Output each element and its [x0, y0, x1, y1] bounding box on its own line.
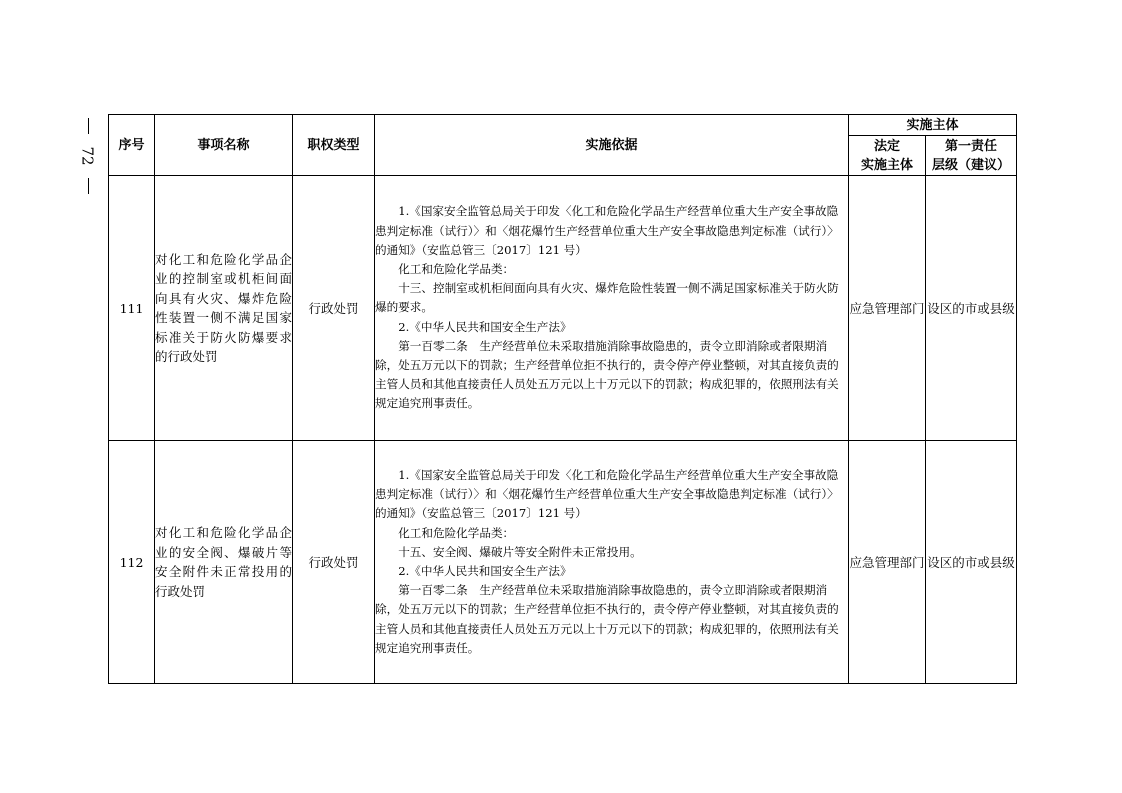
row-number: 112: [109, 441, 155, 684]
item-name: 对化工和危险化学品企业的控制室或机柜间面向具有火灾、爆炸危险性装置一侧不满足国家标准关于防火防爆要求的行政处罚: [155, 176, 293, 441]
legal-subject: 应急管理部门: [849, 441, 926, 684]
row-number: 111: [109, 176, 155, 441]
basis-paragraph: 1.《国家安全监管总局关于印发〈化工和危险化学品生产经营单位重大生产安全事故隐患判定标准（试行）〉和〈烟花爆竹生产经营单位重大生产安全事故隐患判定标准（试行）〉的通知》（安监总管三〔2017〕121 号）: [375, 467, 839, 521]
basis-paragraph: 第一百零二条 生产经营单位未采取措施消除事故隐患的，责令立即消除或者限期消除，处五万元以下的罚款；生产经营单位拒不执行的，责令停产停业整顿，对其直接负责的主管人员和其他直接责任人员处五万元以上十万元以下的罚款；构成犯罪的，依照刑法有关规定追究刑事责任。: [375, 338, 839, 411]
authority-table: [108, 114, 1017, 684]
basis-paragraph: 1.《国家安全监管总局关于印发〈化工和危险化学品生产经营单位重大生产安全事故隐患判定标准（试行）〉和〈烟花爆竹生产经营单位重大生产安全事故隐患判定标准（试行）〉的通知》（安监总管三〔2017〕121 号）: [375, 204, 839, 257]
page-number-value: 72: [79, 146, 97, 166]
item-name: 对化工和危险化学品企业的安全阀、爆破片等安全附件未正常投用的行政处罚: [155, 441, 293, 684]
authority-type: 行政处罚: [293, 176, 375, 441]
implementation-basis: [375, 441, 849, 684]
header-subject-group: 实施主体: [849, 115, 1017, 136]
page-number-dash-bottom: [88, 178, 89, 194]
basis-paragraph: 化工和危险化学品类：: [398, 261, 515, 276]
implementation-basis: [375, 176, 849, 441]
basis-paragraph: 化工和危险化学品类：: [398, 525, 515, 540]
legal-subject: 应急管理部门: [849, 176, 926, 441]
header-type: 职权类型: [293, 115, 375, 176]
basis-paragraph: 十三、控制室或机柜间面向具有火灾、爆炸危险性装置一侧不满足国家标准关于防火防爆的要求。: [375, 281, 839, 315]
table-body: [109, 176, 1017, 684]
header-basis: 实施依据: [375, 115, 849, 176]
page-number-dash-top: [88, 118, 89, 134]
header-name: 事项名称: [155, 115, 293, 176]
header-responsibility-level: 第一责任 层级（建议）: [926, 136, 1017, 176]
header-legal-subject: 法定 实施主体: [849, 136, 926, 176]
authority-type: 行政处罚: [293, 441, 375, 684]
table-row: [109, 441, 1017, 684]
table-row: [109, 176, 1017, 441]
page-number: [74, 118, 102, 210]
basis-paragraph: 2.《中华人民共和国安全生产法》: [398, 319, 572, 334]
basis-paragraph: 第一百零二条 生产经营单位未采取措施消除事故隐患的，责令立即消除或者限期消除，处五万元以下的罚款；生产经营单位拒不执行的，责令停产停业整顿，对其直接负责的主管人员和其他直接责任人员处五万元以上十万元以下的罚款；构成犯罪的，依照刑法有关规定追究刑事责任。: [375, 583, 839, 655]
responsibility-level: 设区的市或县级: [926, 176, 1017, 441]
header-no: 序号: [109, 115, 155, 176]
responsibility-level: 设区的市或县级: [926, 441, 1017, 684]
table-header: [109, 115, 1017, 176]
basis-paragraph: 十五、安全阀、爆破片等安全附件未正常投用。: [398, 544, 642, 559]
basis-paragraph: 2.《中华人民共和国安全生产法》: [398, 564, 572, 578]
